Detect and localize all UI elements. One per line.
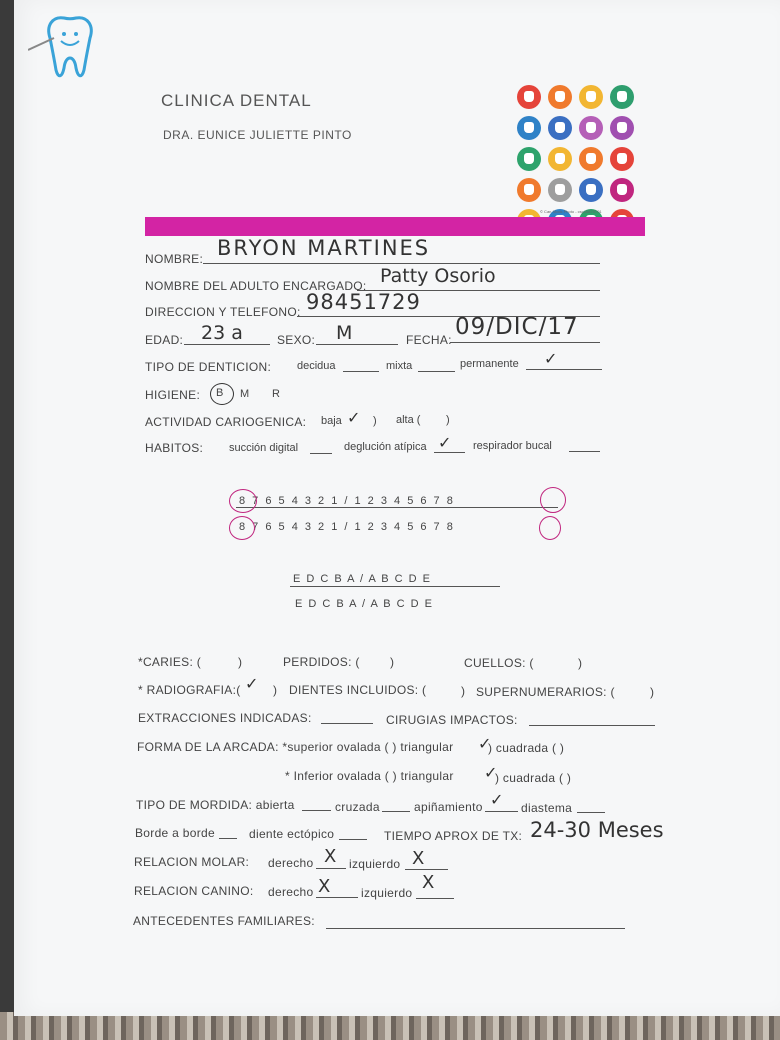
clinic-title: CLINICA DENTAL — [161, 91, 312, 110]
borde-line — [219, 838, 237, 839]
succion-line — [310, 453, 332, 454]
inferior-triangular-check-icon: ✓ — [484, 765, 498, 782]
actividad-label: ACTIVIDAD CARIOGENICA: — [145, 415, 307, 429]
dental-service-icon — [517, 178, 541, 202]
higiene-r: R — [272, 388, 280, 400]
diastema-label: diastema — [521, 801, 573, 815]
canino-derecho-label: derecho — [268, 885, 314, 899]
ectopico-line — [339, 839, 367, 840]
deglucion-check-icon: ✓ — [438, 435, 452, 452]
molar-izquierdo-line — [405, 869, 448, 870]
sexo-label: SEXO: — [277, 333, 316, 347]
dental-form-page — [14, 0, 780, 1016]
abierta-line — [302, 810, 331, 811]
relacion-canino-label: RELACION CANINO: — [134, 884, 254, 898]
superior-triangular-check-icon: ✓ — [478, 736, 492, 753]
arcada-superior-rest: ) cuadrada ( ) — [488, 741, 565, 755]
canino-derecho-mark: X — [318, 876, 331, 897]
arcada-inferior-label: * Inferior ovalada ( ) triangular — [285, 769, 454, 783]
edad-line — [184, 344, 270, 345]
respirador-label: respirador bucal — [473, 440, 552, 452]
supernumerarios-label: SUPERNUMERARIOS: ( — [476, 685, 615, 699]
supernumerarios-close: ) — [650, 685, 655, 699]
permanente-label: permanente — [460, 358, 519, 370]
relacion-molar-label: RELACION MOLAR: — [134, 855, 250, 869]
primary-midline — [290, 586, 500, 587]
dental-service-icon — [579, 85, 603, 109]
antecedentes-line — [326, 928, 625, 929]
dental-service-icon — [579, 178, 603, 202]
higiene-m: M — [240, 388, 250, 400]
edad-value: 23 a — [201, 322, 243, 344]
succion-label: succión digital — [229, 442, 299, 454]
antecedentes-label: ANTECEDENTES FAMILIARES: — [133, 914, 315, 928]
fecha-value: 09/DIC/17 — [455, 314, 579, 340]
tiempo-label: TIEMPO APROX DE TX: — [384, 829, 523, 843]
arcada-inferior-rest: ) cuadrada ( ) — [495, 771, 572, 785]
alta-close: ) — [446, 414, 450, 426]
higiene-label: HIGIENE: — [145, 388, 201, 402]
header-accent-bar — [145, 217, 645, 236]
fecha-label: FECHA: — [406, 333, 452, 347]
extracciones-line — [321, 723, 373, 724]
dental-service-icon — [548, 178, 572, 202]
permanente-line — [526, 369, 602, 370]
adulto-label: NOMBRE DEL ADULTO ENCARGADO: — [145, 279, 367, 293]
cirugias-label: CIRUGIAS IMPACTOS: — [386, 713, 518, 727]
diastema-line — [577, 812, 605, 813]
perdidos-label: PERDIDOS: ( — [283, 655, 360, 669]
mordida-label: TIPO DE MORDIDA: abierta — [136, 798, 295, 812]
baja-close: ) — [373, 415, 377, 427]
arcada-superior-label: FORMA DE LA ARCADA: *superior ovalada ( ) triangular — [137, 740, 454, 754]
canino-izquierdo-line — [416, 898, 454, 899]
lower-right-8-circle — [229, 516, 255, 540]
sexo-line — [316, 344, 398, 345]
mixta-label: mixta — [386, 360, 413, 372]
canino-derecho-line — [316, 897, 358, 898]
dental-service-icon — [610, 116, 634, 140]
alta-label: alta ( — [396, 414, 421, 426]
dental-service-icon — [579, 116, 603, 140]
edad-label: EDAD: — [145, 333, 184, 347]
cuellos-label: CUELLOS: ( — [464, 656, 534, 670]
molar-derecho-label: derecho — [268, 856, 314, 870]
permanent-midline — [236, 507, 558, 508]
dental-service-icon — [548, 85, 572, 109]
desk-surface — [0, 1012, 780, 1040]
nombre-label: NOMBRE: — [145, 252, 204, 266]
molar-izquierdo-mark: X — [412, 848, 425, 869]
dental-service-icon — [579, 147, 603, 171]
direccion-label: DIRECCION Y TELEFONO: — [145, 305, 301, 319]
canino-izquierdo-mark: X — [422, 872, 435, 893]
dental-service-icon — [517, 116, 541, 140]
extracciones-label: EXTRACCIONES INDICADAS: — [138, 711, 312, 725]
primary-upper-row: E D C B A / A B C D E — [293, 573, 431, 585]
cruzada-label: cruzada — [335, 800, 380, 814]
radiografia-close: ) — [273, 683, 278, 697]
radiografia-label: * RADIOGRAFIA:( — [138, 683, 241, 697]
sexo-value: M — [336, 322, 353, 344]
doctor-name: DRA. EUNICE JULIETTE PINTO — [163, 128, 352, 142]
tooth-logo-icon — [28, 12, 112, 92]
habitos-label: HABITOS: — [145, 441, 204, 455]
dientes-incluidos-label: DIENTES INCLUIDOS: ( — [289, 683, 427, 697]
dental-service-icon — [610, 147, 634, 171]
cirugias-line — [529, 725, 655, 726]
decidua-line — [343, 371, 379, 372]
mixta-line — [418, 371, 455, 372]
adulto-value: Patty Osorio — [380, 265, 496, 287]
dental-service-icon — [548, 116, 572, 140]
caries-close: ) — [238, 655, 243, 669]
apinamiento-check-icon: ✓ — [490, 792, 504, 809]
higiene-b: B — [216, 387, 224, 399]
ectopico-label: diente ectópico — [249, 827, 335, 841]
cuellos-close: ) — [578, 656, 583, 670]
molar-izquierdo-label: izquierdo — [349, 857, 401, 871]
denticion-label: TIPO DE DENTICION: — [145, 360, 272, 374]
upper-right-8-circle — [229, 489, 257, 513]
nombre-line — [203, 263, 600, 264]
icon-credit: © Can Stock Photo - csp16870701 — [540, 209, 602, 214]
apinamiento-line — [485, 811, 518, 812]
dental-service-icon — [610, 85, 634, 109]
direccion-value: 98451729 — [306, 290, 421, 314]
dental-service-icon — [517, 147, 541, 171]
fecha-line — [450, 342, 600, 343]
perdidos-close: ) — [390, 655, 395, 669]
nombre-value: BRYON MARTINES — [217, 236, 431, 260]
permanent-upper-row: 8 7 6 5 4 3 2 1 / 1 2 3 4 5 6 7 8 — [239, 495, 454, 507]
caries-label: *CARIES: ( — [138, 655, 202, 669]
dientes-close: ) — [461, 684, 466, 698]
tiempo-value: 24-30 Meses — [530, 818, 664, 842]
permanent-lower-row: 8 7 6 5 4 3 2 1 / 1 2 3 4 5 6 7 8 — [239, 521, 454, 533]
canino-izquierdo-label: izquierdo — [361, 886, 413, 900]
permanente-check-icon: ✓ — [544, 351, 558, 368]
deglucion-label: deglución atípica — [344, 441, 427, 453]
radiografia-check-icon: ✓ — [245, 676, 259, 693]
decidua-label: decidua — [297, 360, 336, 372]
baja-label: baja — [321, 415, 342, 427]
molar-derecho-line — [316, 868, 346, 869]
apinamiento-label: apiñamiento — [414, 800, 483, 814]
molar-derecho-mark: X — [324, 846, 337, 867]
dental-service-icon — [517, 85, 541, 109]
cruzada-line — [382, 811, 410, 812]
primary-lower-row: E D C B A / A B C D E — [295, 598, 433, 610]
lower-left-8-circle — [539, 516, 561, 540]
dental-service-icon — [610, 178, 634, 202]
upper-left-8-circle — [540, 487, 566, 513]
dental-service-icon — [548, 147, 572, 171]
borde-label: Borde a borde — [135, 826, 215, 840]
respirador-line — [569, 451, 600, 452]
baja-check-icon: ✓ — [347, 410, 361, 427]
